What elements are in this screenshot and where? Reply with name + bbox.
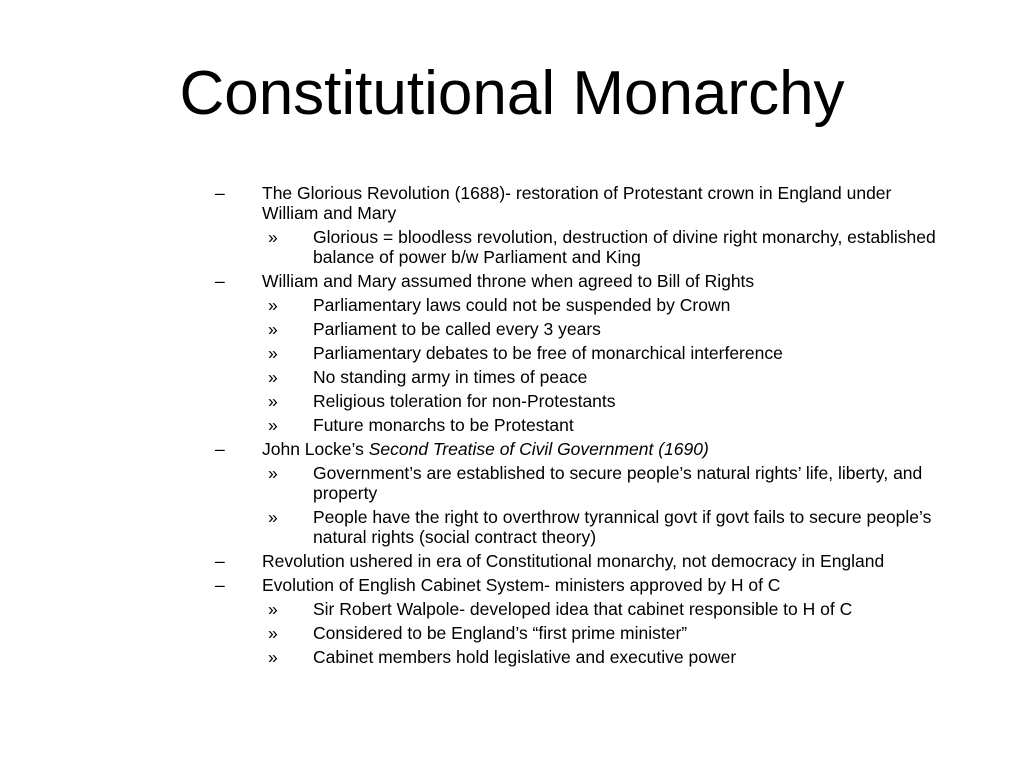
sub-item-text: Cabinet members hold legislative and executive power [313,647,737,667]
dash-bullet: – [215,271,225,291]
outline-item-bill-of-rights [213,271,948,291]
double-chevron-bullet: » [268,319,278,339]
sub-item-text: Parliamentary debates to be free of monarchical interference [313,343,783,363]
dash-bullet: – [215,575,225,595]
outline-item-constitutional-monarchy-era [213,551,948,571]
double-chevron-bullet: » [268,599,278,619]
sub-item [213,295,948,315]
dash-bullet: – [215,551,225,571]
outline-item-john-locke [213,439,948,459]
book-title: Second Treatise of Civil Government (1690) [368,439,709,459]
double-chevron-bullet: » [268,647,278,667]
dash-bullet: – [215,439,225,459]
sub-item [213,507,948,547]
sub-item-text: Parliament to be called every 3 years [313,319,601,339]
outline-item-text-prefix: John Locke’s [262,439,369,459]
sub-item-text: No standing army in times of peace [313,367,588,387]
sub-item [213,599,948,619]
sub-item-text: Considered to be England’s “first prime minister” [313,623,688,643]
sub-item-text: Sir Robert Walpole- developed idea that cabinet responsible to H of C [313,599,853,619]
sub-item [213,415,948,435]
outline-item-text: William and Mary assumed throne when agreed to Bill of Rights [262,271,755,291]
sub-item-text: Future monarchs to be Protestant [313,415,574,435]
dash-bullet: – [215,183,225,203]
sub-item-text: Parliamentary laws could not be suspended by Crown [313,295,731,315]
outline-item-text: Revolution ushered in era of Constitutional monarchy, not democracy in England [262,551,885,571]
double-chevron-bullet: » [268,463,278,483]
sub-item-text: People have the right to overthrow tyrannical govt if govt fails to secure people’s natural rights (social contract theory) [313,507,932,547]
sub-item [213,623,948,643]
double-chevron-bullet: » [268,623,278,643]
double-chevron-bullet: » [268,367,278,387]
sub-item [213,343,948,363]
sub-item-text: Religious toleration for non-Protestants [313,391,616,411]
double-chevron-bullet: » [268,295,278,315]
sub-item-text: Government’s are established to secure people’s natural rights’ life, liberty, and property [313,463,923,503]
sub-item-text: Glorious = bloodless revolution, destruction of divine right monarchy, established balance of power b/w Parliament and King [313,227,936,267]
sub-item [213,391,948,411]
sub-item [213,319,948,339]
outline-item-text: Evolution of English Cabinet System- ministers approved by H of C [262,575,781,595]
slide-title: Constitutional Monarchy [179,59,845,128]
double-chevron-bullet: » [268,507,278,527]
double-chevron-bullet: » [268,343,278,363]
double-chevron-bullet: » [268,415,278,435]
double-chevron-bullet: » [268,391,278,411]
sub-item [213,367,948,387]
sub-item [213,647,948,667]
outline-item-text: The Glorious Revolution (1688)- restoration of Protestant crown in England under William and Mary [262,183,892,223]
outline-item-cabinet-system [213,575,948,595]
outline-list [213,183,948,671]
sub-item [213,227,948,267]
sub-item [213,463,948,503]
outline-item-glorious-revolution [213,183,948,223]
outline-item-text [262,439,948,459]
double-chevron-bullet: » [268,227,278,247]
